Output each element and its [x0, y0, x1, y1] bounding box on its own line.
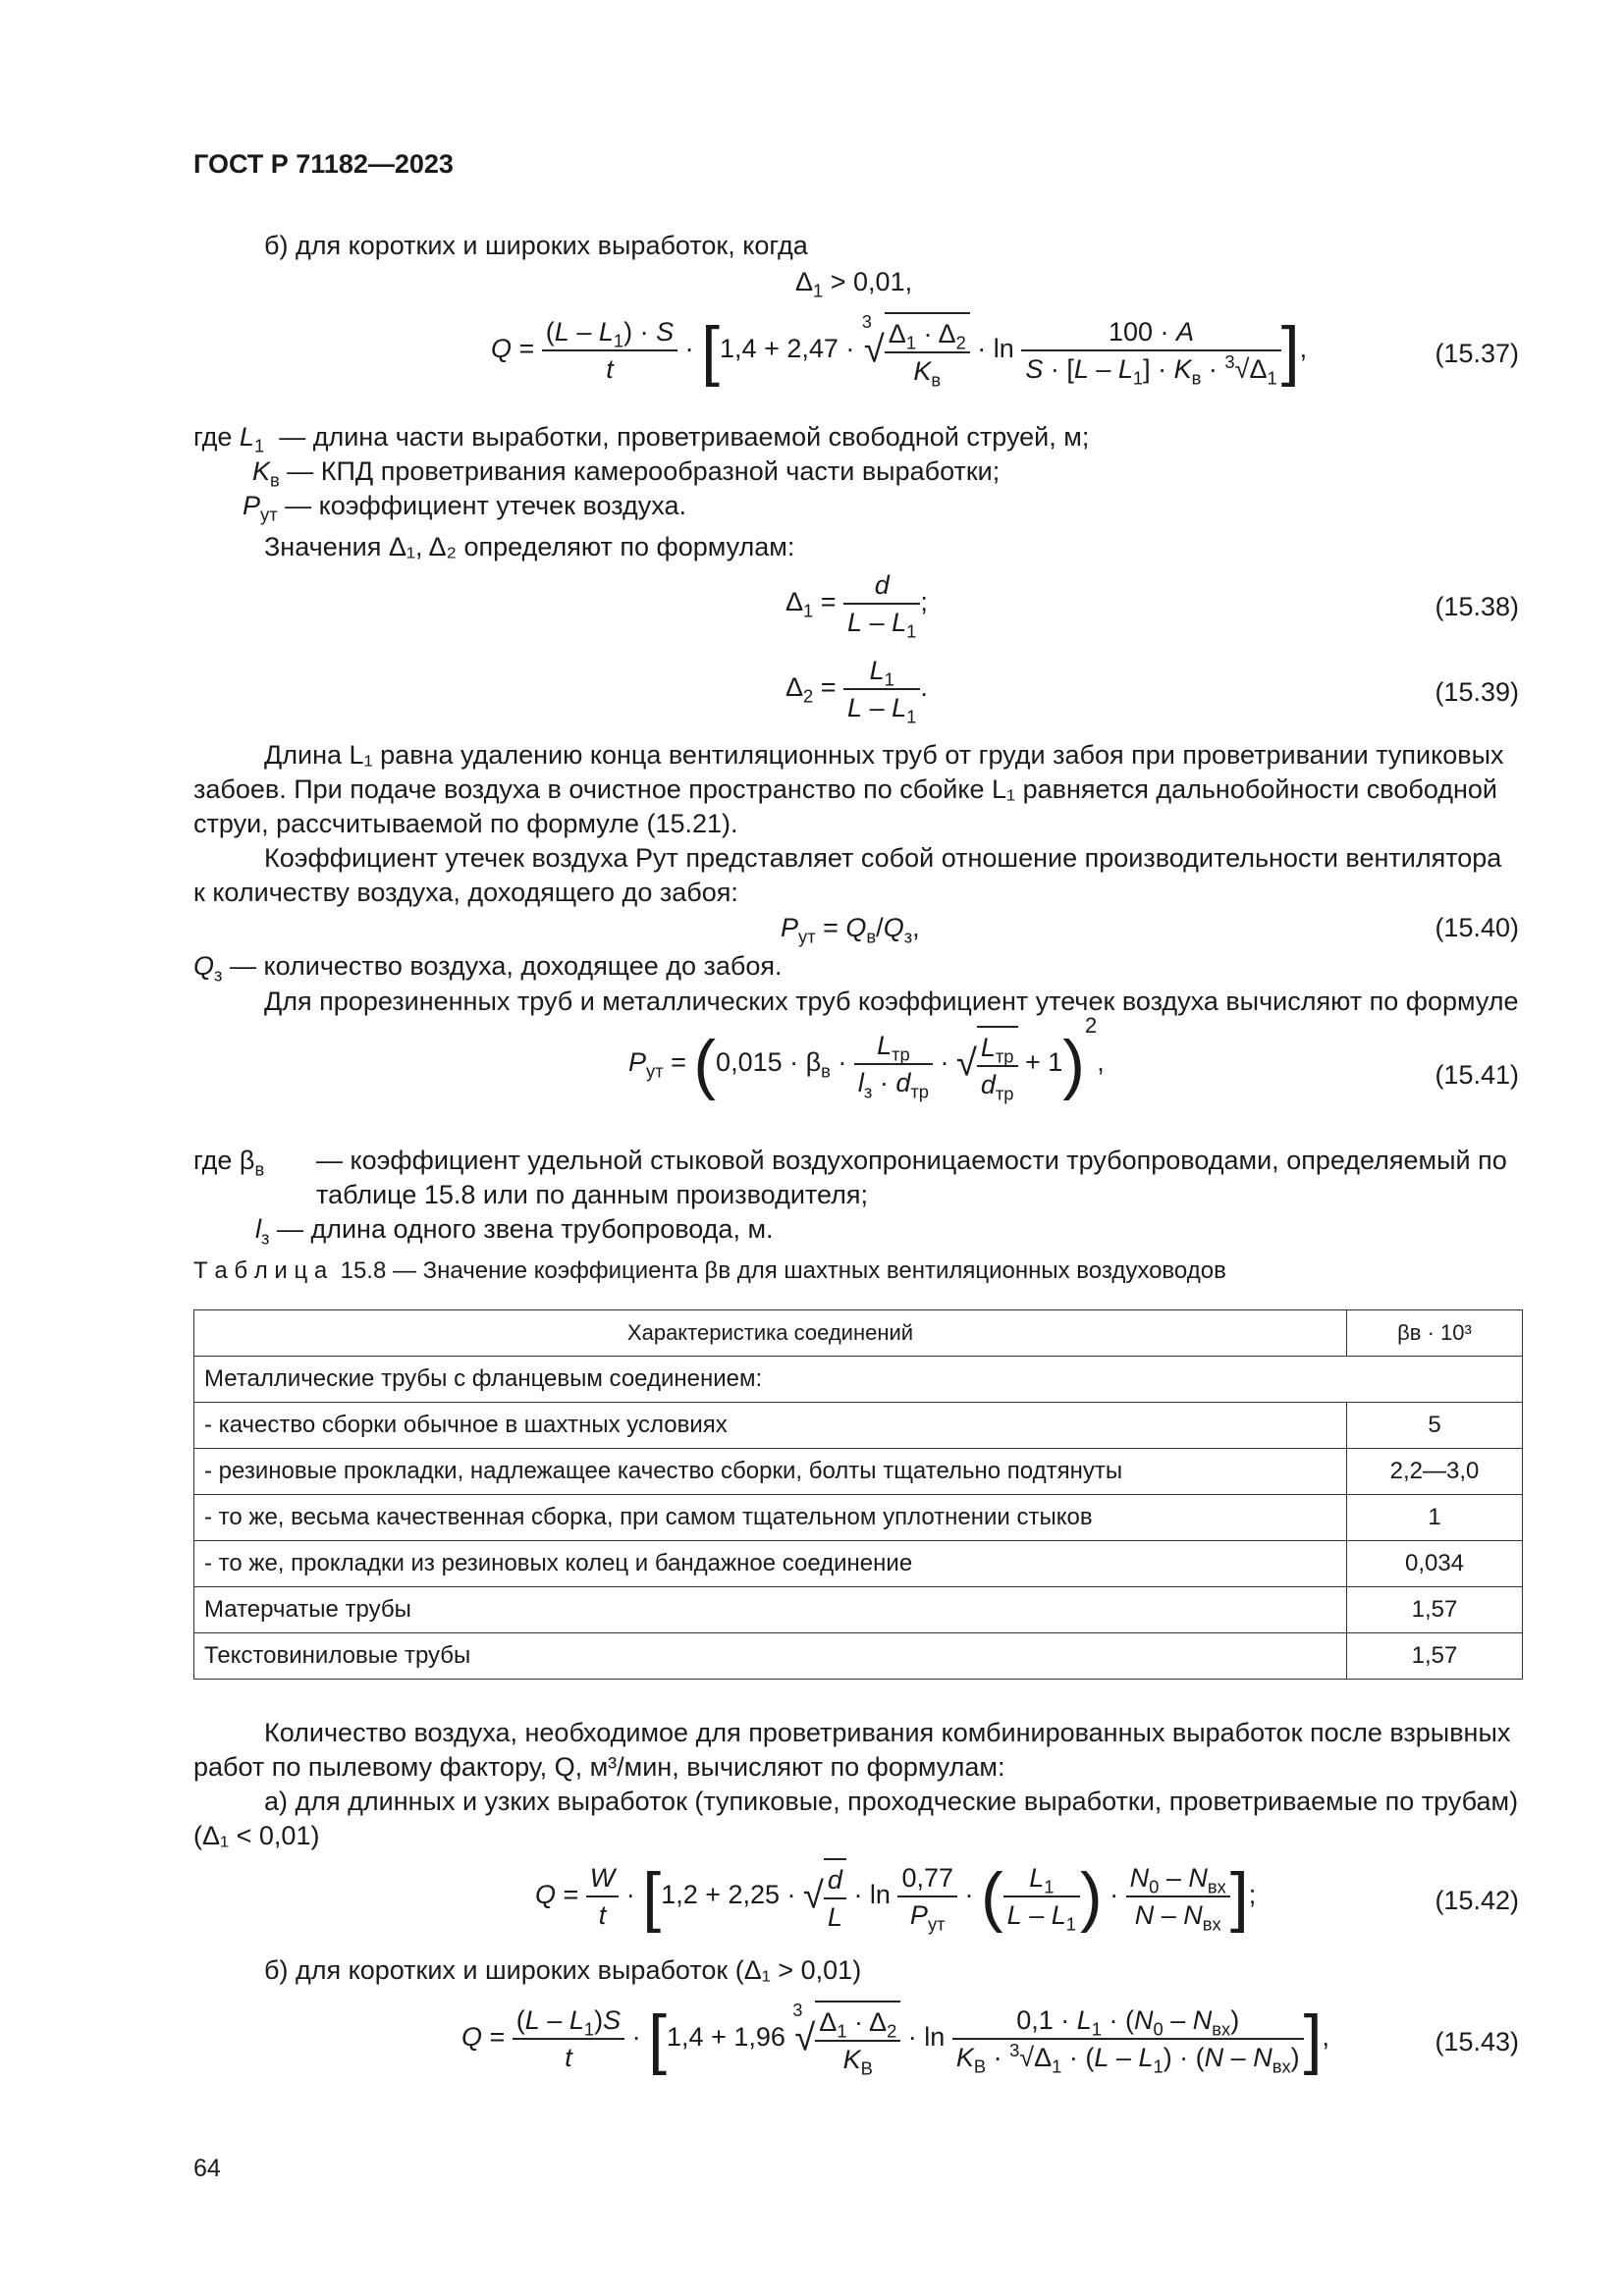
formula-15-42: Q = $\frac{W}{t}$ · [1,2 + 2,25 · √ $\frac{d}{L}$ · ln $\frac{0,77}{P_{ут}}$ · ( $\frac{L_1}{L - L_1}$ ) · $\frac{N_0 - N_{вх}}{N - N_{вх}}$ ];: [535, 1859, 1257, 1935]
definition-q3: $Q_з$ — количество воздуха, доходящее до забоя.: [193, 951, 783, 986]
page-number: 64: [193, 2155, 221, 2182]
formula-15-41: $P_{ут} = (0,015 \cdot \beta_в$ · $\frac{L_{тр}}{l_з \cdot d_{тр}}$ · √ $\frac{L_{тр}}{d_{тр}}$ + 1)$^2$,: [628, 1013, 1105, 1104]
table-cell-label: - то же, весьма качественная сборка, при самом тщательном уплотнении стыков: [194, 1495, 1347, 1541]
paragraph-length-l1: Длина L₁ равна удалению конца вентиляционных труб от груди забоя при проветривании тупиковых забоев. При подаче воздуха в очистное пространство по сбойке L₁ равняется дальнобойности свободной струи, рассчитываемой по формуле (15.21).: [193, 740, 1504, 838]
equation-number-15-41: (15.41): [1435, 1060, 1519, 1090]
table-cell-label: Матерчатые трубы: [194, 1587, 1347, 1633]
paragraph-leak-coefficient: Коэффициент утечек воздуха Pут представляет собой отношение производительности вентилятора к количеству воздуха, доходящего до забоя:: [193, 843, 1502, 907]
formula-15-43: Q = $\frac{(L - L_1)S}{t}$ · [1,4 + 1,96 $^3$√ $\frac{\Delta_1 \cdot \Delta_2}{K_В}$ · ln $\frac{0,1 \cdot L_1 \cdot (N_0 - N_{вх})}{K_В \cdot ^3√\Delta_1 \cdot (L - L_1) \cdot (N - N_{вх})}$ ],: [461, 2001, 1330, 2079]
table-cell-label: Текстовиниловые трубы: [194, 1633, 1347, 1680]
table-cell-value: 5: [1347, 1403, 1523, 1449]
formula-15-37: Q = $\frac{(L - L_1) \cdot S}{t}$ · [1,4 + 2,47 · $^3$√ $\frac{\Delta_1 \cdot \Delta_2}{K_в}$ · ln $\frac{100 \cdot A}{S \cdot [L - L_1] \cdot K_в \cdot ^3√\Delta_1}$ ],: [491, 312, 1308, 391]
paragraph-short-wide-2: б) для коротких и широких выработок (Δ₁ > 0,01): [264, 1955, 862, 1985]
formula-15-40: $P_{ут} = Q_в/Q_з$,: [781, 913, 920, 947]
table-row: [194, 1541, 1523, 1587]
table-header-beta: βв · 10³: [1347, 1310, 1523, 1357]
definitions-block-1: где $L_1$ — длина части выработки, проветриваемой свободной струей, м; $K_в$ — КПД проветривания камерообразной части выработки; $P_{ут}$ — коэффициент утечек воздуха.: [193, 422, 1090, 525]
paragraph-short-wide: б) для коротких и широких выработок, когда: [264, 231, 808, 260]
equation-number-15-40: (15.40): [1435, 913, 1519, 942]
coefficient-table: [193, 1309, 1523, 1680]
table-header-characteristic: Характеристика соединений: [194, 1310, 1347, 1357]
equation-number-15-42: (15.42): [1435, 1886, 1519, 1915]
paragraph-delta-values: Значения Δ₁, Δ₂ определяют по формулам:: [264, 532, 795, 561]
paragraph-air-amount: Количество воздуха, необходимое для проветривания комбинированных выработок после взрывных работ по пылевому фактору, Q, м³/мин, вычисляют по формулам:: [193, 1718, 1511, 1782]
definitions-block-2: где $\beta_в$ — коэффициент удельной стыковой воздухопроницаемости трубопроводами, определяемый по таблице 15.8 или по данным производителя; $l_з$ — длина одного звена трубопровода, м.: [193, 1146, 1507, 1249]
paragraph-long-narrow: а) для длинных и узких выработок (тупиковые, проходческие выработки, проветриваемые по трубам) (Δ₁ < 0,01): [193, 1787, 1519, 1850]
equation-number-15-43: (15.43): [1435, 2027, 1519, 2056]
table-cell-value: 2,2—3,0: [1347, 1449, 1523, 1495]
table-header-row: [194, 1310, 1523, 1357]
table-caption: Т а б л и ц а 15.8 — Значение коэффициента βв для шахтных вентиляционных воздуховодов: [193, 1257, 1226, 1284]
table-row: [194, 1403, 1523, 1449]
table-row: [194, 1633, 1523, 1680]
equation-number-15-37: (15.37): [1435, 339, 1519, 368]
equation-number-15-38: (15.38): [1435, 592, 1519, 621]
table-section-label: Металлические трубы с фланцевым соединением:: [194, 1357, 1523, 1403]
table-row: [194, 1587, 1523, 1633]
table-cell-value: 1,57: [1347, 1587, 1523, 1633]
table-section-row: [194, 1357, 1523, 1403]
document-header: ГОСТ Р 71182—2023: [193, 149, 454, 179]
table-row: [194, 1495, 1523, 1541]
table-cell-value: 1,57: [1347, 1633, 1523, 1680]
table-row: [194, 1449, 1523, 1495]
table-cell-label: - то же, прокладки из резиновых колец и бандажное соединение: [194, 1541, 1347, 1587]
table-cell-label: - качество сборки обычное в шахтных условиях: [194, 1403, 1347, 1449]
paragraph-rubber-pipes: Для прорезиненных труб и металлических труб коэффициент утечек воздуха вычисляют по формуле: [264, 987, 1519, 1016]
table-cell-value: 0,034: [1347, 1541, 1523, 1587]
formula-15-39: $\Delta_2$ = $\frac{L_1}{L - L_1}$ .: [785, 653, 928, 725]
condition-delta1: $\Delta_1 > 0,01$,: [795, 267, 913, 301]
table-cell-value: 1: [1347, 1495, 1523, 1541]
table-cell-label: - резиновые прокладки, надлежащее качество сборки, болты тщательно подтянуты: [194, 1449, 1347, 1495]
formula-15-38: $\Delta_1$ = $\frac{d}{L - L_1}$ ;: [785, 567, 928, 640]
equation-number-15-39: (15.39): [1435, 677, 1519, 707]
